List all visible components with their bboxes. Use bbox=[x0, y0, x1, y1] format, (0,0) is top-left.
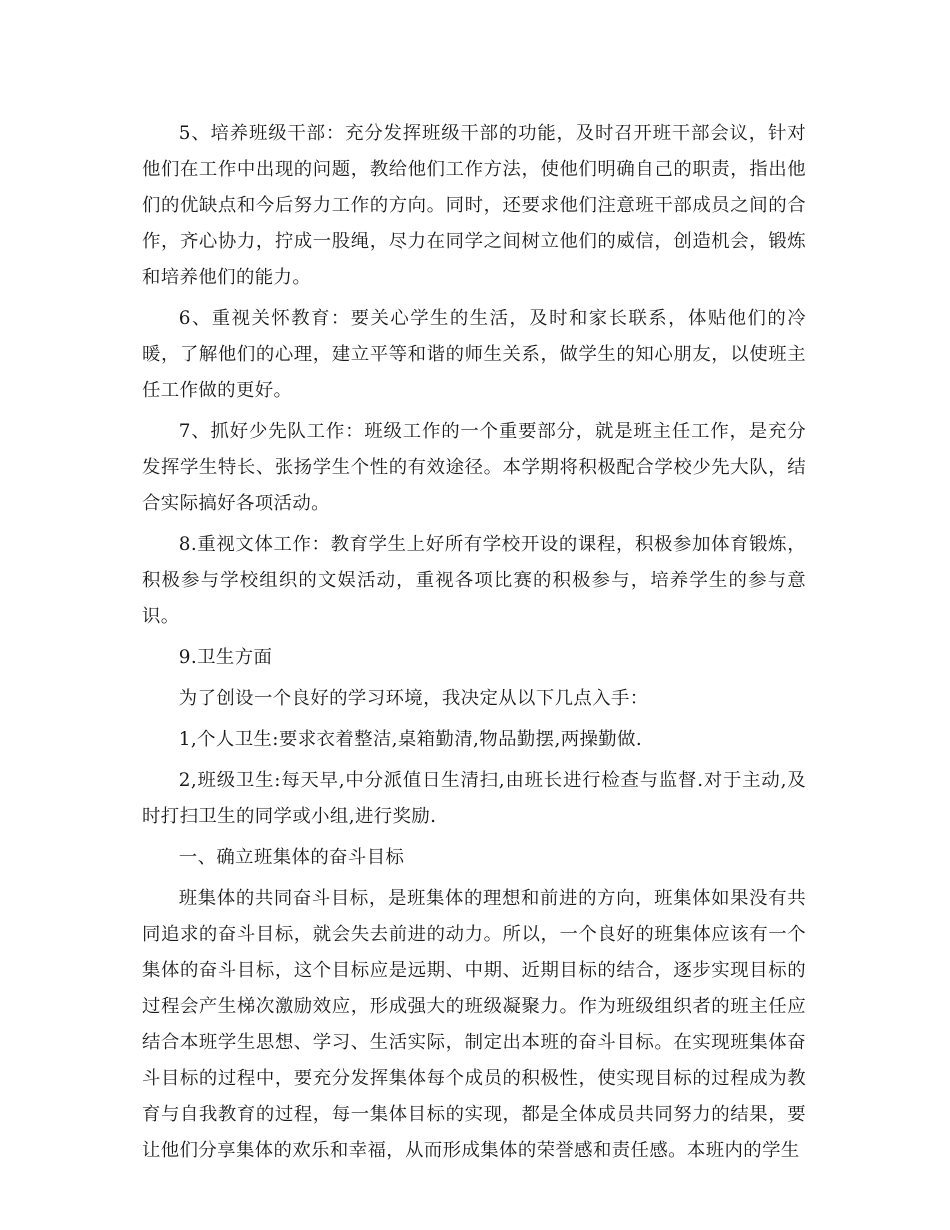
paragraph-hygiene-intro: 为了创设一个良好的学习环境，我决定从以下几点入手： bbox=[178, 688, 649, 709]
paragraph-sports-culture: 8.重视文体工作：教育学生上好所有学校开设的课程，积极参加体育锻炼，积极参与学校组织的文娱活动，重视各项比赛的积极参与，培养学生的参与意识。 bbox=[142, 534, 806, 627]
document-page bbox=[142, 116, 806, 1174]
paragraph-care-education: 6、重视关怀教育：要关心学生的生活，及时和家长联系，体贴他们的冷暖，了解他们的心理，建立平等和谐的师生关系，做学生的知心朋友，以使班主任工作做的更好。 bbox=[142, 308, 806, 401]
paragraph-class-hygiene: 2,班级卫生:每天早,中分派值日生清扫,由班长进行检查与监督.对于主动,及时打扫卫生的同学或小组,进行奖励. bbox=[142, 770, 806, 827]
paragraph-young-pioneers: 7、抓好少先队工作：班级工作的一个重要部分，就是班主任工作，是充分发挥学生特长、张扬学生个性的有效途径。本学期将积极配合学校少先大队，结合实际搞好各项活动。 bbox=[142, 421, 806, 514]
paragraph-class-cadres: 5、培养班级干部：充分发挥班级干部的功能，及时召开班干部会议，针对他们在工作中出现的问题，教给他们工作方法，使他们明确自己的职责，指出他们的优缺点和今后努力工作的方向。同时，还要求他们注意班干部成员之间的合作，齐心协力，拧成一股绳，尽力在同学之间树立他们的威信，创造机会，锻炼和培养他们的能力。 bbox=[142, 123, 806, 288]
paragraph-class-goals: 班集体的共同奋斗目标，是班集体的理想和前进的方向，班集体如果没有共同追求的奋斗目标，就会失去前进的动力。所以，一个良好的班集体应该有一个集体的奋斗目标，这个目标应是远期、中期、近期目标的结合，逐步实现目标的过程会产生梯次激励效应，形成强大的班级凝聚力。作为班级组织者的班主任应结合本班学生思想、学习、生活实际，制定出本班的奋斗目标。在实现班集体奋斗目标的过程中，要充分发挥集体每个成员的积极性，使实现目标的过程成为教育与自我教育的过程，每一集体目标的实现，都是全体成员共同努力的结果，要让他们分享集体的欢乐和幸福，从而形成集体的荣誉感和责任感。本班内的学生 bbox=[142, 888, 806, 1161]
heading-class-goals: 一、确立班集体的奋斗目标 bbox=[178, 847, 405, 868]
heading-hygiene: 9.卫生方面 bbox=[178, 647, 273, 668]
paragraph-personal-hygiene: 1,个人卫生:要求衣着整洁,桌箱勤清,物品勤摆,两操勤做. bbox=[178, 729, 643, 750]
